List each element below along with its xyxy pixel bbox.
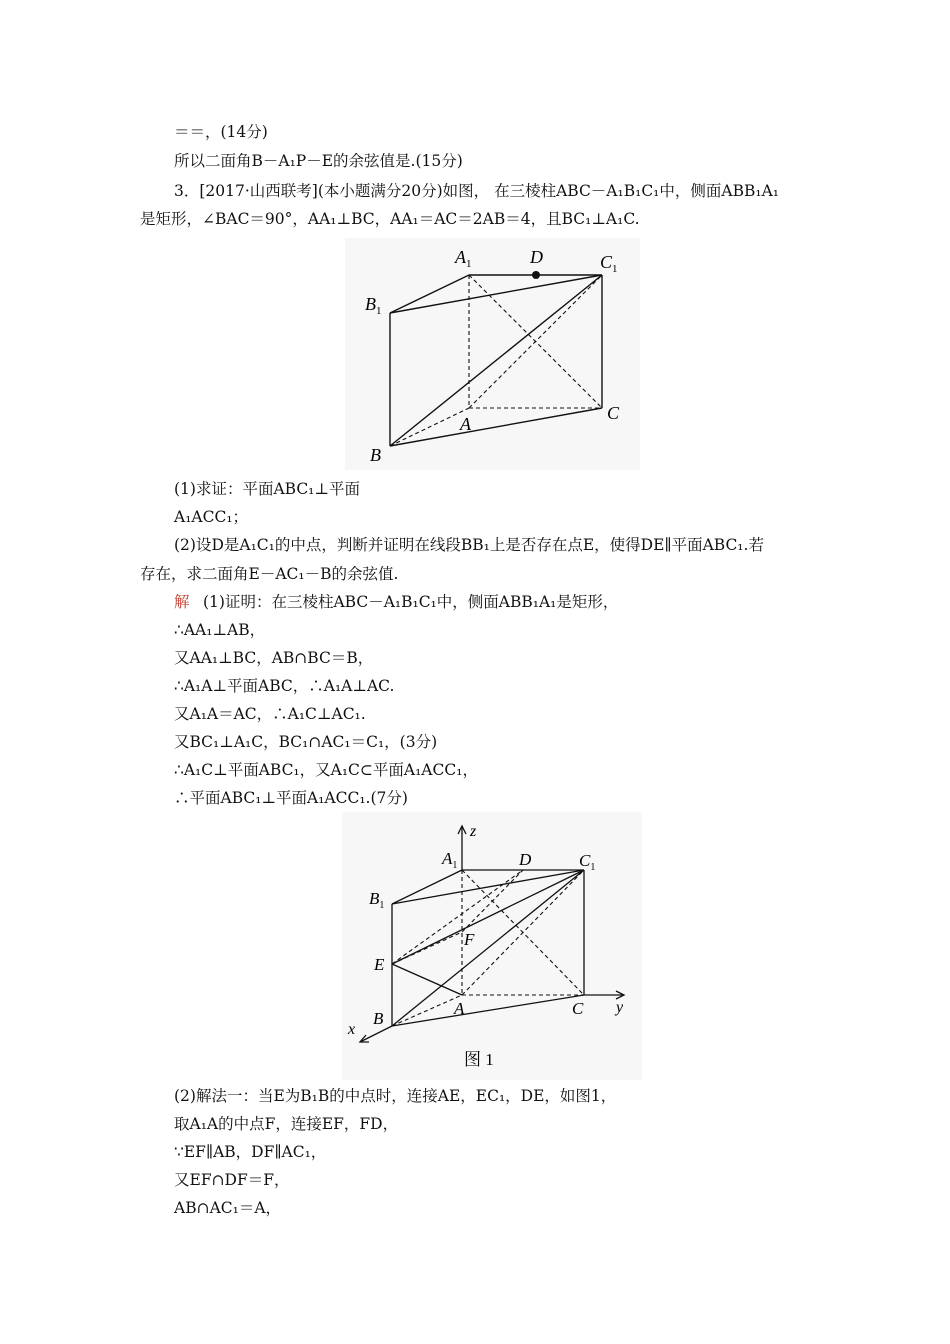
text-line: 存在，求二面角E－AC₁－B的余弦值. (140, 565, 399, 583)
label-c: C (607, 403, 620, 423)
coordinate-figure (342, 812, 642, 1080)
solution-line: ∴平面ABC₁⊥平面A₁ACC₁.(7分) (174, 789, 408, 807)
label-c1: $C_1$ (600, 252, 618, 275)
solution-marker: 解 (174, 593, 190, 611)
label-c: C (572, 999, 584, 1018)
label-a1: $A_1$ (442, 849, 458, 871)
label-e: E (374, 955, 385, 974)
label-z: z (470, 823, 477, 840)
solution-line: AB∩AC₁＝A， (174, 1199, 282, 1217)
label-y: y (616, 999, 624, 1016)
text-line: ＝＝，(14分) (174, 123, 268, 141)
label-b1: $B_1$ (365, 294, 382, 317)
solution-line: ∴A₁C⊥平面ABC₁，又A₁C⊂平面A₁ACC₁， (174, 761, 478, 779)
solution-line: 又AA₁⊥BC，AB∩BC＝B， (174, 649, 374, 667)
label-x: x (348, 1021, 356, 1038)
prism-figure (345, 238, 640, 470)
solution-line: 又EF∩DF＝F， (174, 1171, 290, 1189)
solution-line: ∴A₁A⊥平面ABC，∴A₁A⊥AC. (174, 677, 395, 695)
question-1: (1)求证：平面ABC₁⊥平面 (174, 480, 360, 498)
solution-line: 又BC₁⊥A₁C，BC₁∩AC₁＝C₁，(3分) (174, 733, 438, 751)
label-a: A (454, 999, 465, 1018)
label-a: A (460, 414, 471, 434)
figure-caption: 图 1 (464, 1050, 494, 1069)
label-d: D (519, 850, 532, 869)
text-line: 所以二面角B－A₁P－E的余弦值是.(15分) (174, 152, 463, 170)
label-a1: $A_1$ (455, 247, 472, 270)
solution-line: ∴AA₁⊥AB， (174, 621, 266, 639)
label-d: D (530, 247, 543, 267)
label-c1: $C_1$ (579, 851, 596, 873)
text-line: 是矩形，∠BAC＝90°，AA₁⊥BC，AA₁＝AC＝2AB＝4，且BC₁⊥A₁C. (140, 210, 640, 228)
solution-line: ∵EF∥AB，DF∥AC₁， (174, 1143, 327, 1161)
label-f: F (464, 930, 475, 949)
text-line: A₁ACC₁； (174, 508, 249, 526)
solution-line: 取A₁A的中点F，连接EF，FD， (174, 1115, 399, 1133)
label-b: B (373, 1009, 384, 1028)
label-b1: $B_1$ (369, 889, 385, 911)
question-2: (2)设D是A₁C₁的中点，判断并证明在线段BB₁上是否存在点E，使得DE∥平面ABC₁.若 (174, 536, 764, 554)
label-b: B (370, 445, 381, 465)
solution-line: (2)解法一：当E为B₁B的中点时，连接AE，EC₁，DE，如图1， (174, 1087, 617, 1105)
solution-line: (1)证明：在三棱柱ABC－A₁B₁C₁中，侧面ABB₁A₁是矩形， (203, 593, 619, 611)
problem-heading: 3．[2017·山西联考](本小题满分20分)如图， 在三棱柱ABC－A₁B₁C₁中，侧面ABB₁A₁ (174, 182, 779, 200)
point-d (532, 271, 540, 279)
solution-line: 又A₁A＝AC，∴A₁C⊥AC₁. (174, 705, 366, 723)
